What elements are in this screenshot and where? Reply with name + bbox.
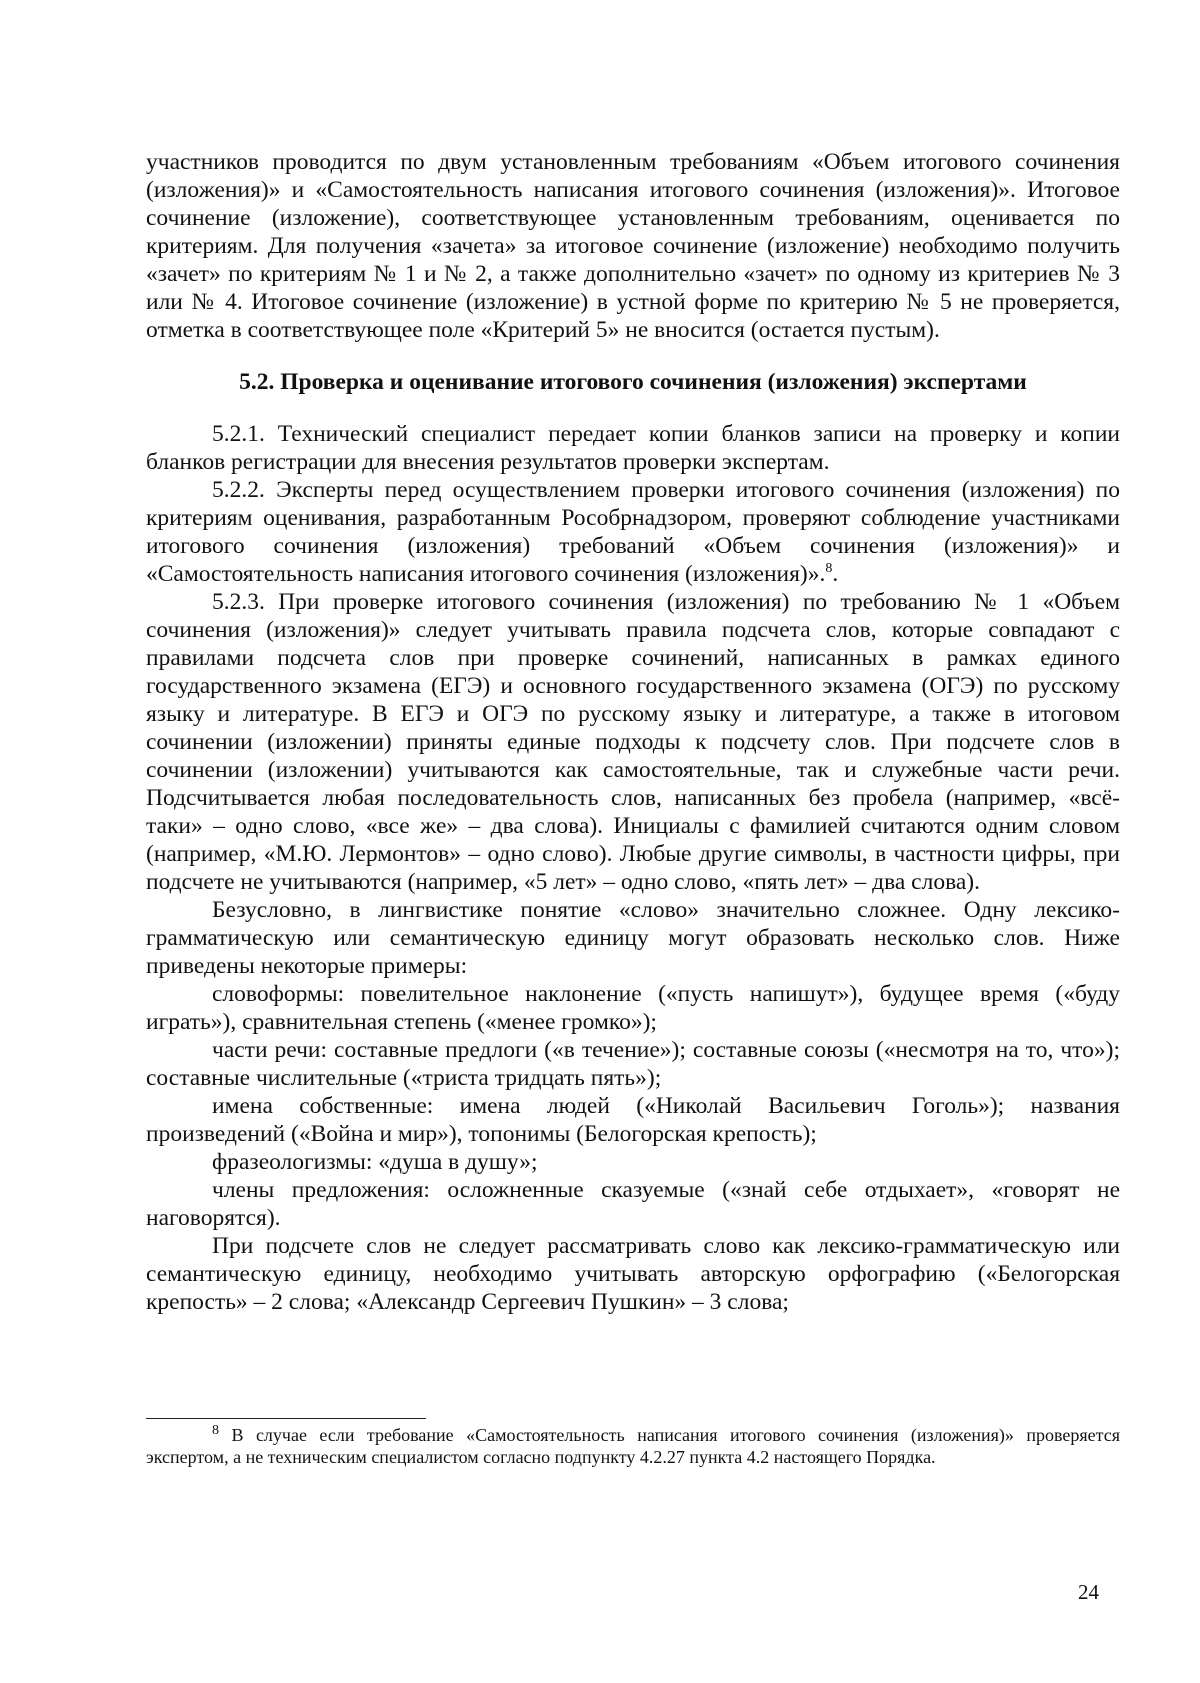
footnote (146, 1424, 1120, 1468)
paragraph-5-2-2: 5.2.2. Эксперты перед осуществлением проверки итогового сочинения (изложения) по критериям оценивания, разработанным Рособрнадзором, проверяют соблюдение участниками итогового сочинения (изложения) требований «Объем сочинения (изложения)» и «Самостоятельность написания итогового сочинения (изложения)».$^8$. (146, 477, 1120, 587)
footnote-separator (146, 1418, 426, 1419)
example-item: части речи: составные предлоги («в течение»); составные союзы («несмотря на то, что»); составные числительные («триста тридцать пять»); (146, 1037, 1120, 1091)
example-item: имена собственные: имена людей («Николай Васильевич Гоголь»); названия произведений («Война и мир»), топонимы (Белогорская крепость); (146, 1093, 1120, 1147)
paragraph-5-2-3: 5.2.3. При проверке итогового сочинения (изложения) по требованию № 1 «Объем сочинения (изложения)» следует учитывать правила подсчета слов, которые совпадают с правилами подсчета слов при проверке сочинений, написанных в рамках единого государственного экзамена (ЕГЭ) и основного государственного экзамена (ОГЭ) по русскому языку и литературе. В ЕГЭ и ОГЭ по русскому языку и литературе, а также в итоговом сочинении (изложении) приняты единые подходы к подсчету слов. При подсчете слов в сочинении (изложении) учитываются как самостоятельные, так и служебные части речи. Подсчитывается любая последовательность слов, написанных без пробела (например, «всё-таки» – одно слово, «все же» – два слова). Инициалы с фамилией считаются одним словом (например, «М.Ю. Лермонтов» – одно слово). Любые другие символы, в частности цифры, при подсчете не учитываются (например, «5 лет» – одно слово, «пять лет» – два слова). (146, 589, 1120, 895)
paragraph-final: При подсчете слов не следует рассматривать слово как лексико-грамматическую или семантическую единицу, необходимо учитывать авторскую орфографию («Белогорская крепость» – 2 слова; «Александр Сергеевич Пушкин» – 3 слова; (146, 1233, 1120, 1315)
footnote-text: В случае если требование «Самостоятельность написания итогового сочинения (изложения)» проверяется экспертом, а не техническим специалистом согласно подпункту 4.2.27 пункта 4.2 настоящего Порядка. (146, 1425, 1120, 1467)
paragraph-5-2-1: 5.2.1. Технический специалист передает копии бланков записи на проверку и копии бланков регистрации для внесения результатов проверки экспертам. (146, 421, 1120, 475)
section-title: 5.2. Проверка и оценивание итогового сочинения (изложения) экспертами (239, 369, 1027, 395)
footnote-mark: 8 (212, 1423, 219, 1438)
footnote-reference[interactable]: 8 (825, 561, 833, 577)
example-item: словоформы: повелительное наклонение («пусть напишут»), будущее время («буду играть»), сравнительная степень («менее громко»); (146, 981, 1120, 1035)
intro-paragraph: участников проводится по двум установленным требованиям «Объем итогового сочинения (изложения)» и «Самостоятельность написания итогового сочинения (изложения)». Итоговое сочинение (изложение), соответствующее установленным требованиям, оценивается по критериям. Для получения «зачета» за итоговое сочинение (изложение) необходимо получить «зачет» по критериям № 1 и № 2, а также дополнительно «зачет» по одному из критериев № 3 или № 4. Итоговое сочинение (изложение) в устной форме по критерию № 5 не проверяется, отметка в соответствующее поле «Критерий 5» не вносится (остается пустым). (146, 149, 1120, 343)
example-item: фразеологизмы: «душа в душу»; (212, 1149, 538, 1175)
footnote-text-block (146, 1424, 1120, 1468)
paragraph-5-2-2-text: 5.2.2. Эксперты перед осуществлением проверки итогового сочинения (изложения) по критериям оценивания, разработанным Рособрнадзором, проверяют соблюдение участниками итогового сочинения (изложения) требований «Объем сочинения (изложения)» и «Самостоятельность написания итогового сочинения (изложения)». (146, 477, 1120, 587)
example-item: члены предложения: осложненные сказуемые («знай себе отдыхает», «говорят не наговорятся). (146, 1177, 1120, 1231)
page-number: 24 (1078, 1580, 1099, 1604)
paragraph-linguistics: Безусловно, в лингвистике понятие «слово» значительно сложнее. Одну лексико-грамматическую или семантическую единицу могут образовать несколько слов. Ниже приведены некоторые примеры: (146, 897, 1120, 979)
page-body (146, 148, 1120, 1316)
